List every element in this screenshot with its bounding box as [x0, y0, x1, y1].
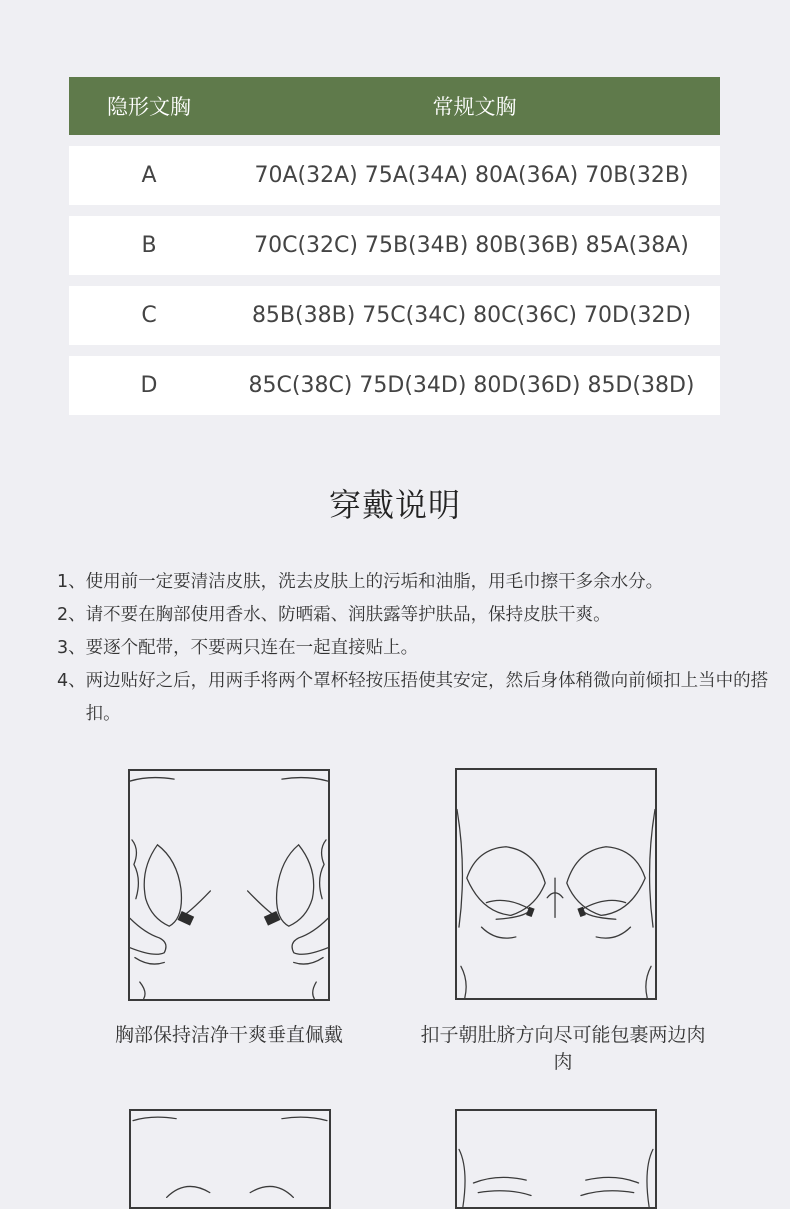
- step-number: 3、: [57, 638, 86, 658]
- step-number: 1、: [57, 572, 86, 592]
- sizes-cell: 85C(38C) 75D(34D) 80D(36D) 85D(38D): [248, 373, 695, 398]
- table-row: [69, 286, 720, 345]
- step-text: 使用前一定要清洁皮肤，洗去皮肤上的污垢和油脂，用毛巾擦干多余水分。: [85, 572, 664, 592]
- cup-cell: B: [141, 233, 157, 258]
- cup-cell: A: [141, 163, 157, 188]
- list-item: [57, 665, 769, 731]
- illustration-vertical-wear: [128, 769, 330, 1001]
- header-regular-bra: 常规文胸: [432, 95, 517, 119]
- table-row: [69, 356, 720, 415]
- step-text: 两边贴好之后，用两手将两个罩杯轻按压捂使其安定，然后身体稍微向前倾扣上当中的搭扣。: [85, 671, 769, 724]
- sizes-cell: 70A(32A) 75A(34A) 80A(36A) 70B(32B): [254, 163, 689, 188]
- illustration-partial-right: [455, 1109, 657, 1209]
- step-number: 2、: [57, 605, 86, 625]
- illustration-partial-left: [129, 1109, 331, 1209]
- table-row: [69, 146, 720, 205]
- table-row: [69, 216, 720, 275]
- sizes-cell: 85B(38B) 75C(34C) 80C(36C) 70D(32D): [251, 303, 692, 328]
- size-table-header: [69, 77, 720, 135]
- list-item: [57, 566, 769, 599]
- size-table: [69, 77, 720, 415]
- step-text: 要逐个配带，不要两只连在一起直接贴上。: [85, 638, 419, 658]
- cup-cell: C: [141, 303, 157, 328]
- instruction-list: [57, 566, 769, 731]
- header-invisible-bra: 隐形文胸: [107, 95, 191, 119]
- step-text: 请不要在胸部使用香水、防晒霜、润肤露等护肤品，保持皮肤干爽。: [85, 605, 611, 625]
- sizes-cell: 70C(32C) 75B(34B) 80B(36B) 85A(38A): [254, 233, 689, 258]
- illustration-clasp-direction: [455, 768, 657, 1000]
- illustration-caption: 扣子朝肚脐方向尽可能包裹两边肉肉: [420, 1024, 706, 1073]
- step-number: 4、: [57, 671, 86, 691]
- section-title: 穿戴说明: [328, 486, 461, 524]
- illustration-caption: 胸部保持洁净干爽垂直佩戴: [114, 1024, 343, 1046]
- list-item: [57, 599, 769, 632]
- list-item: [57, 632, 769, 665]
- cup-cell: D: [140, 373, 158, 398]
